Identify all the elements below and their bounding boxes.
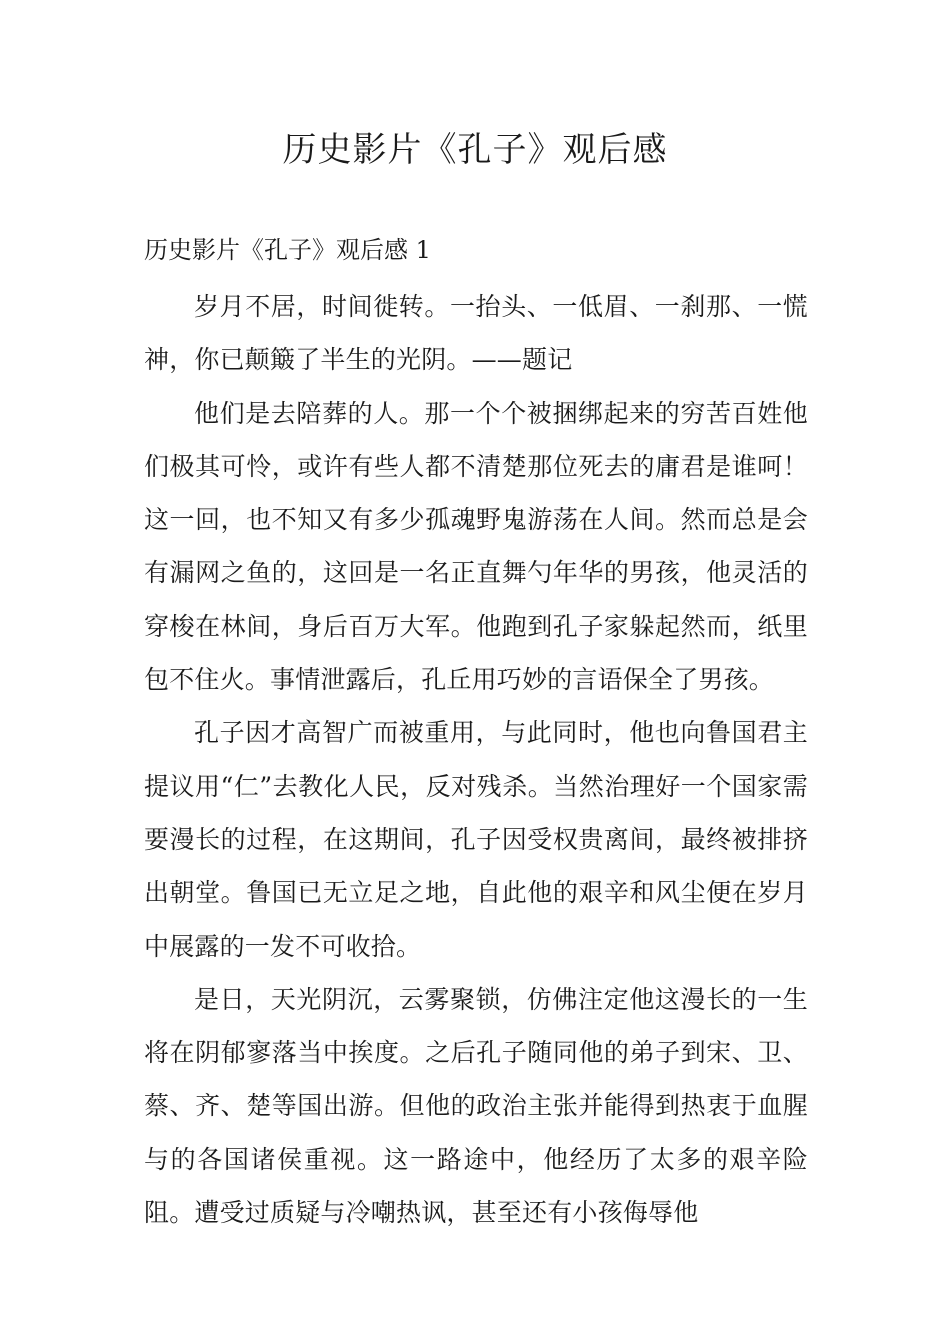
paragraph: 他们是去陪葬的人。那一个个被捆绑起来的穷苦百姓他们极其可怜，或许有些人都不清楚那位死去的庸君是谁呵！这一回，也不知又有多少孤魂野鬼游荡在人间。然而总是会有漏网之鱼的，这回是一名正直舞勺年华的男孩，他灵活的穿梭在林间，身后百万大军。他跑到孔子家躲起然而，纸里包不住火。事情泄露后，孔丘用巧妙的言语保全了男孩。 [144,398,808,695]
paragraph-epigraph: 岁月不居，时间徙转。一抬头、一低眉、一刹那、一慌神，你已颠簸了半生的光阴。——题记 [144,292,808,375]
document-title: 历史影片《孔子》观后感 [282,130,668,170]
paragraph: 孔子因才高智广而被重用，与此同时，他也向鲁国君主提议用“仁”去教化人民，反对残杀。当然治理好一个国家需要漫长的过程，在这期间，孔子因受权贵离间，最终被排挤出朝堂。鲁国已无立足之地，自此他的艰辛和风尘便在岁月中展露的一发不可收拾。 [144,718,808,961]
section-heading: 历史影片《孔子》观后感 1 [144,236,431,264]
paragraph: 是日，天光阴沉，云雾聚锁，仿佛注定他这漫长的一生将在阴郁寥落当中挨度。之后孔子随同他的弟子到宋、卫、蔡、齐、楚等国出游。但他的政治主张并能得到热衷于血腥与的各国诸侯重视。这一路途中，他经历了太多的艰辛险阻。遭受过质疑与冷嘲热讽，甚至还有小孩侮辱他 [144,984,808,1228]
document-body [144,228,808,1239]
